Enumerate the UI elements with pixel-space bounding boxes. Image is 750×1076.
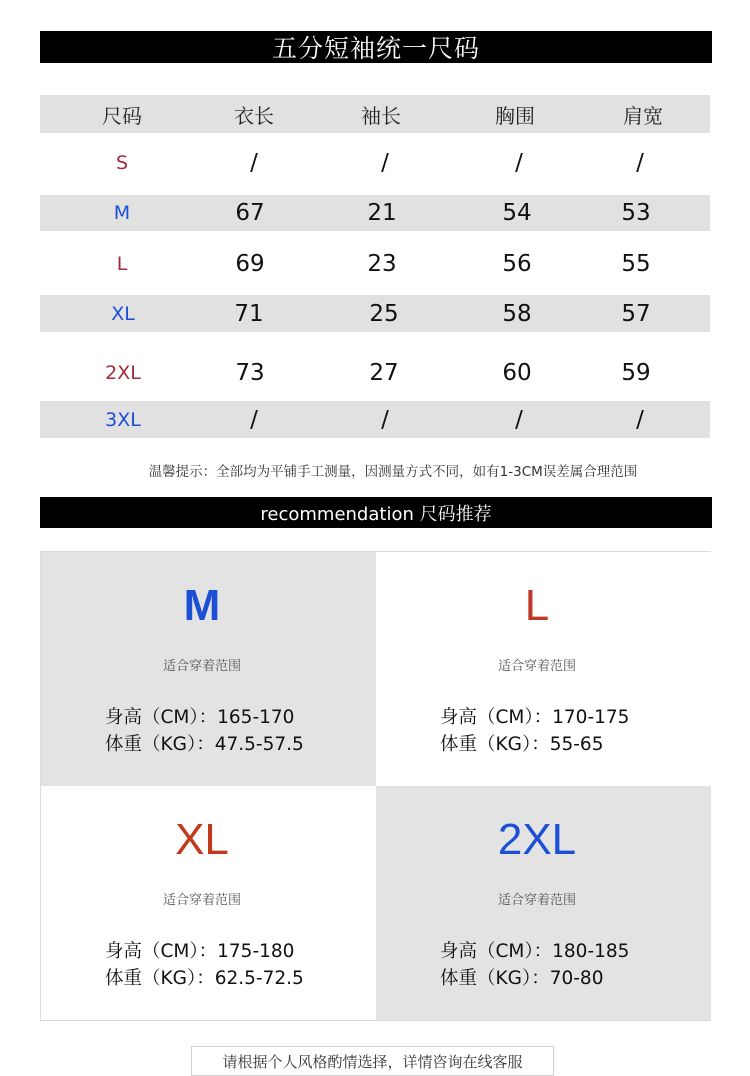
chest-value: 58: [502, 300, 532, 327]
shoulder-value: /: [636, 406, 644, 433]
card-weight-range: 体重（KG）：62.5-72.5: [105, 968, 304, 989]
shoulder-value: 53: [621, 200, 651, 226]
chest-value: 60: [502, 360, 532, 386]
recommendation-card-m: [41, 552, 376, 786]
card-range-label: 适合穿着范围: [497, 893, 576, 908]
sleeve-value: 21: [367, 200, 397, 226]
recommendation-title-text: recommendation 尺码推荐: [260, 503, 492, 525]
length-value: 73: [235, 360, 265, 386]
length-value: /: [250, 150, 258, 176]
table-row: [40, 246, 710, 282]
shoulder-value: 55: [621, 251, 651, 277]
header-size: 尺码: [102, 103, 142, 128]
header-shoulder: 肩宽: [623, 103, 663, 128]
table-header-row: [40, 95, 710, 133]
chest-value: 54: [502, 200, 532, 226]
recommendation-card-l: [376, 552, 711, 786]
length-value: /: [250, 406, 258, 433]
card-height-range: 身高（CM）：180-185: [440, 941, 630, 962]
header-chest: 胸围: [495, 103, 535, 128]
length-value: 69: [235, 251, 265, 277]
card-size-label: 2XL: [497, 815, 577, 864]
card-height-range: 身高（CM）：165-170: [105, 707, 295, 728]
header-sleeve: 袖长: [361, 103, 401, 128]
recommendation-card-2xl: [376, 786, 711, 1020]
length-value: 71: [234, 300, 264, 327]
table-row: [40, 295, 710, 332]
recommendation-card-xl: [41, 786, 376, 1020]
sleeve-value: 27: [369, 360, 399, 386]
table-row: [40, 401, 710, 438]
sleeve-value: /: [381, 150, 389, 176]
shoulder-value: 59: [621, 360, 651, 386]
card-size-label: L: [524, 581, 550, 630]
length-value: 67: [235, 200, 265, 226]
page-title: [40, 31, 712, 63]
card-range-label: 适合穿着范围: [497, 659, 576, 674]
sleeve-value: 23: [367, 251, 397, 277]
shoulder-value: 57: [621, 300, 651, 327]
card-range-label: 适合穿着范围: [162, 893, 241, 908]
size-label: M: [113, 202, 131, 224]
card-height-range: 身高（CM）：175-180: [105, 941, 295, 962]
shoulder-value: /: [636, 150, 644, 176]
measurement-note: 温馨提示：全部均为平铺手工测量，因测量方式不同，如有1-3CM误差属合理范围: [148, 464, 638, 480]
chest-value: 56: [502, 251, 532, 277]
footer-notice-text: 请根据个人风格酌情选择，详情咨询在线客服: [222, 1052, 523, 1071]
size-label: 2XL: [105, 362, 141, 384]
card-range-label: 适合穿着范围: [162, 659, 241, 674]
size-label: XL: [111, 302, 135, 325]
header-length: 衣长: [234, 103, 274, 128]
table-row: [40, 195, 710, 231]
table-row: [40, 354, 710, 392]
sleeve-value: /: [381, 406, 389, 433]
size-label: L: [116, 253, 128, 275]
sleeve-value: 25: [369, 300, 399, 327]
card-weight-range: 体重（KG）：70-80: [440, 968, 604, 989]
chest-value: /: [515, 406, 523, 433]
chest-value: /: [515, 150, 523, 176]
size-label: S: [115, 152, 129, 174]
size-label: 3XL: [105, 408, 141, 431]
table-row: [40, 145, 710, 181]
card-size-label: M: [183, 581, 221, 630]
recommendation-title: [40, 497, 712, 528]
card-weight-range: 体重（KG）：47.5-57.5: [105, 734, 304, 755]
card-height-range: 身高（CM）：170-175: [440, 707, 630, 728]
card-size-label: XL: [175, 815, 229, 864]
recommendation-grid: [40, 551, 711, 1021]
page-title-text: 五分短袖统一尺码: [271, 34, 480, 63]
card-weight-range: 体重（KG）：55-65: [440, 734, 604, 755]
